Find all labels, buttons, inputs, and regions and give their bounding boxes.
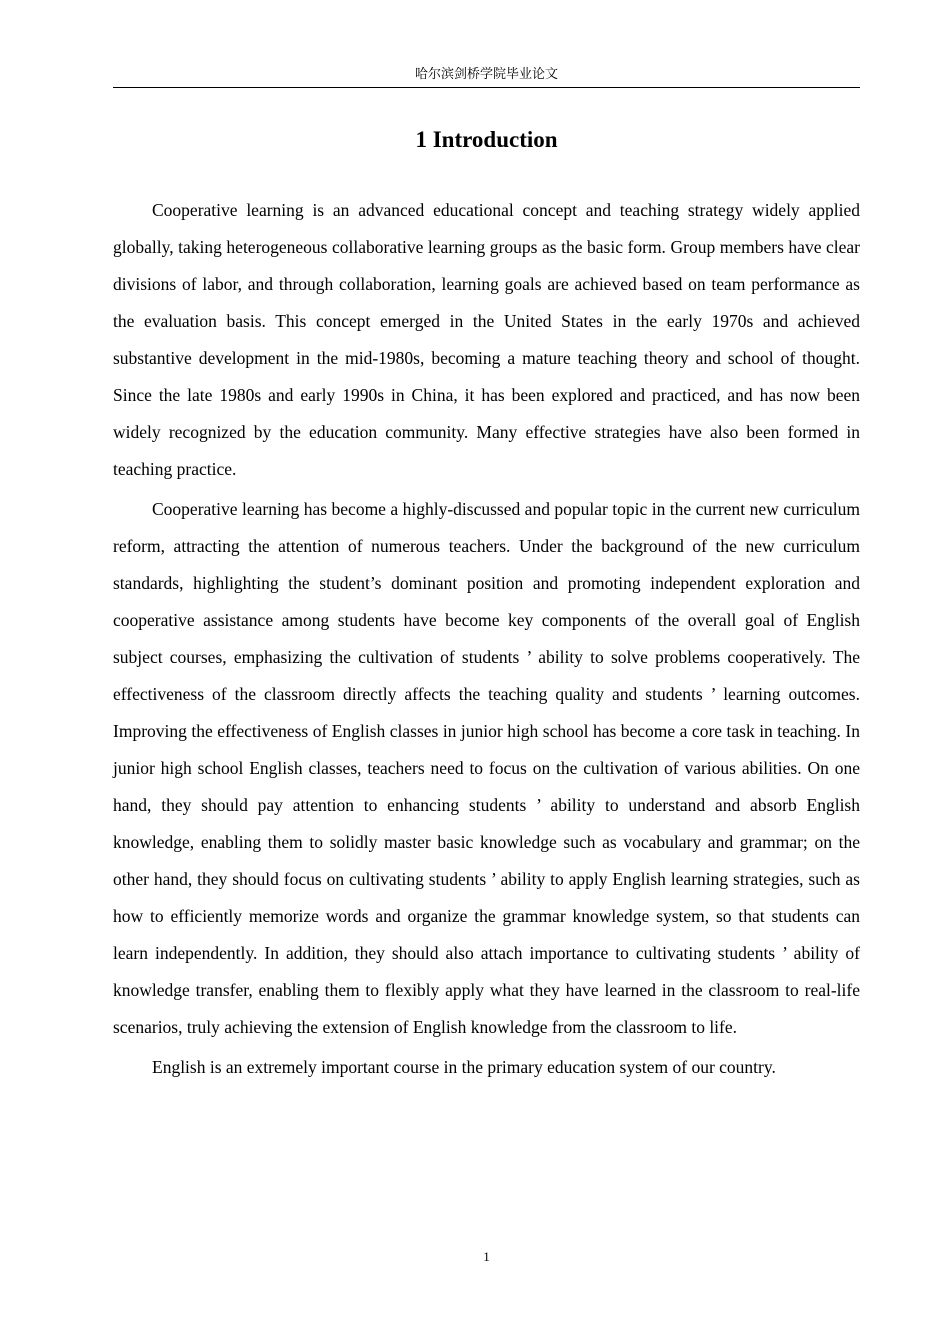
- chapter-title: 1 Introduction: [415, 127, 558, 152]
- paragraph: Cooperative learning has become a highly-discussed and popular topic in the current new curriculum reform, attracting the attention of numerous teachers. Under the background of the new curriculum standards, highlighting the student’s dominant position and promoting independent exploration and cooperative assistance among students have become key components of the overall goal of English subject courses, emphasizing the cultivation of students ’ ability to solve problems cooperatively. The effectiveness of the classroom directly affects the teaching quality and students ’ learning outcomes. Improving the effectiveness of English classes in junior high school has become a core task in teaching. In junior high school English classes, teachers need to focus on the cultivation of various abilities. On one hand, they should pay attention to enhancing students ’ ability to understand and absorb English knowledge, enabling them to solidly master basic knowledge such as vocabulary and grammar; on the other hand, they should focus on cultivating students ’ ability to apply English learning strategies, such as how to efficiently memorize words and organize the grammar knowledge system, so that students can learn independently. In addition, they should also attach importance to cultivating students ’ ability of knowledge transfer, enabling them to flexibly apply what they have learned in the classroom to real-life scenarios, truly achieving the extension of English knowledge from the classroom to life.: [113, 499, 860, 1037]
- running-header: 哈尔滨剑桥学院毕业论文: [414, 67, 558, 82]
- body-text: [113, 192, 860, 1089]
- header-rule: [113, 87, 860, 88]
- paragraph: Cooperative learning is an advanced educational concept and teaching strategy widely applied globally, taking heterogeneous collaborative learning groups as the basic form. Group members have clear divisions of labor, and through collaboration, learning goals are achieved based on team performance as the evaluation basis. This concept emerged in the United States in the early 1970s and achieved substantive development in the mid-1980s, becoming a mature teaching theory and school of thought. Since the late 1980s and early 1990s in China, it has been explored and practiced, and has now been widely recognized by the education community. Many effective strategies have also been formed in teaching practice.: [113, 200, 860, 479]
- page-number: 1: [483, 1249, 490, 1264]
- paragraph: English is an extremely important course in the primary education system of our country.: [152, 1057, 776, 1077]
